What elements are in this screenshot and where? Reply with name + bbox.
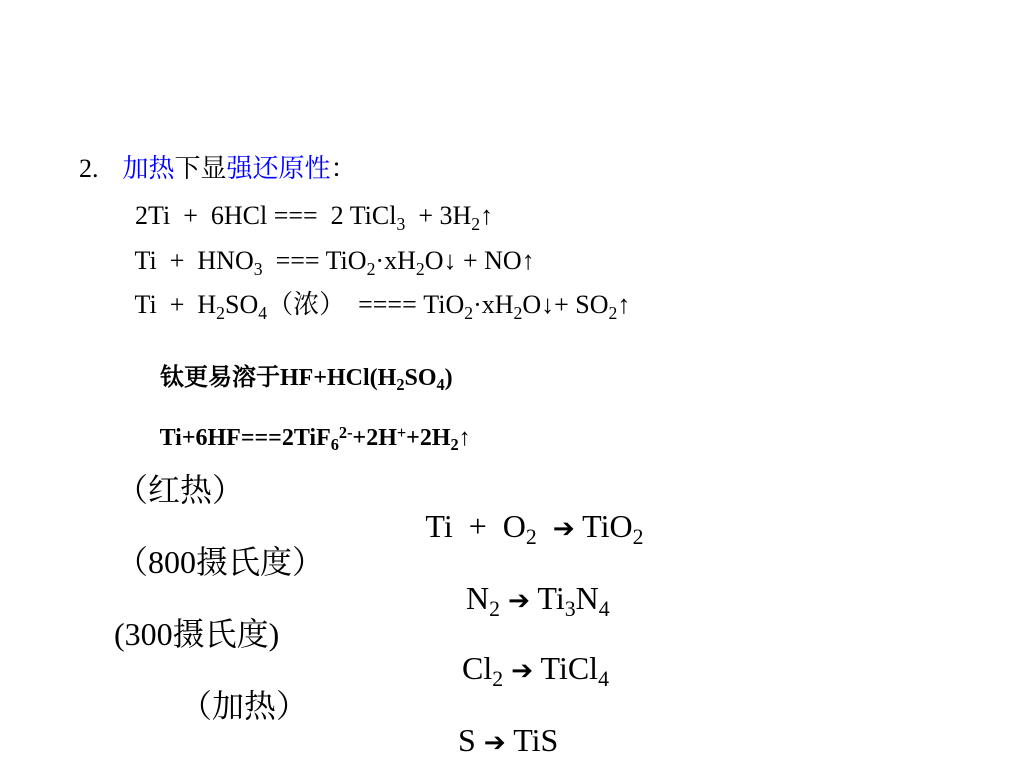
right-arrow-icon: ➔ [507,586,530,616]
reaction-oxygen: $Ti + O_2$ ➔ TiO$_2$ [425,508,644,549]
equation-ti-hno3: $Ti + HNO_3$ === $TiO_2\cdot xH_2O↓$ + NO↑ [134,246,535,279]
condition-300-celsius: (300摄氏度) [114,616,280,652]
reaction-sulfur: S ➔ TiS [458,722,559,758]
condition-red-heat: （红热） [116,472,245,508]
right-arrow-icon: ➔ [552,514,575,544]
strong-reducing-text: 强还原性 [226,154,331,183]
reaction-chlorine: $Cl_2$ ➔ TiCl$_4$ [462,650,609,691]
heating-text: 加热 [122,154,175,183]
right-arrow-icon: ➔ [511,656,534,686]
right-arrow-icon: ➔ [483,728,506,758]
reaction-nitrogen: $N_2$ ➔ $Ti_3N_4$ [466,580,610,621]
dissolution-note: 钛更易溶于$HF+HCl(H_2SO_4)$ [160,365,453,395]
condition-heating: （加热） [180,688,309,724]
heading [66,130,357,182]
equation-ti-h2so4: $Ti + H_2SO_4$（浓） ==== $TiO_2\cdot xH_2O↓+$ $SO_2↑$ [134,290,631,323]
equation-ti-hf: $Ti+6HF===2TiF_6^{2-}+2H^++2H_2↑$ [159,422,471,455]
colon: ： [330,154,357,183]
equation-ti-hcl: 2Ti + 6HCl === 2 TiCl$_3$ + $3H_2↑$ [135,201,494,234]
item-number: 2. [79,154,99,183]
condition-800-celsius: （800摄氏度） [116,544,325,580]
shows-text: 下显 [174,154,227,183]
